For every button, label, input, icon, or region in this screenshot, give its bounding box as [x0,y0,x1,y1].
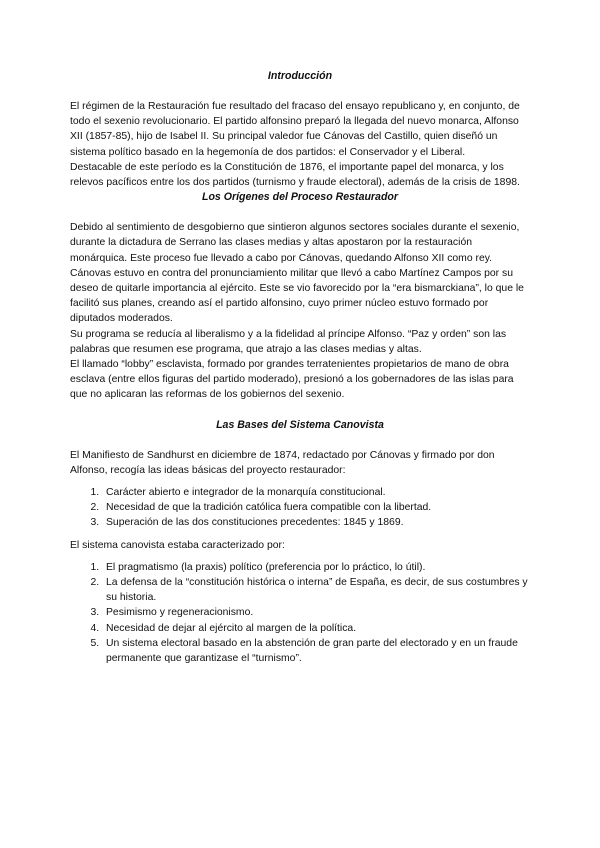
list-item: 2. La defensa de la “constitución histórica o interna” de España, es decir, de sus costumbres y su historia. [102,575,530,605]
document-body [70,69,530,666]
origins-paragraph-4: El llamado “lobby” esclavista, formado por grandes terratenientes propietarios de mano de obra esclava (entre ellos figuras del partido moderado), presionó a los gobernadores de las islas para que no aplicaran las reformas de los gobiernos del sexenio. [70,359,514,401]
origins-heading: Los Orígenes del Proceso Restaurador [201,191,399,204]
bases-paragraph-1: El Manifiesto de Sandhurst en diciembre de 1874, redactado por Cánovas y firmado por don Alfonso, recogía las ideas básicas del proyecto restaurador: [70,449,495,476]
intro-paragraph-1: El régimen de la Restauración fue resultado del fracaso del ensayo republicano y, en conjunto, de todo el sexenio revolucionario. El partido alfonsino preparó la llegada del nuevo monarca, Alfonso XII (1857-85), hijo de Isabel II. Su principal valedor fue Cánovas del Castillo, quien diseñó un sistema político basado en la hegemonía de dos partidos: el Conservador y el Liberal. [70,101,520,158]
list-item: 1. Carácter abierto e integrador de la monarquía constitucional. [102,485,530,500]
origins-paragraph-3: Su programa se reducía al liberalismo y a la fidelidad al príncipe Alfonso. “Paz y orden” son las palabras que resumen ese programa, que atrajo a las clases medias y altas. [70,328,507,355]
list-item: 3. Pesimismo y regeneracionismo. [102,605,530,620]
system-features-list [70,560,530,666]
bases-heading: Las Bases del Sistema Canovista [216,418,384,431]
intro-paragraph-2: Destacable de este período es la Constitución de 1876, el importante papel del monarca, y los relevos pacíficos entre los dos partidos (turnismo y fraude electoral), además de la crisis de 1898. [70,161,520,189]
bases-paragraph-2: El sistema canovista estaba caracterizado por: [70,539,285,551]
origins-paragraph-2: Cánovas estuvo en contra del pronunciamiento militar que llevó a cabo Martínez Campos por su deseo de quitarle importancia al ejército. Este se vio favorecido por la “era bismarckiana”, lo que le facilitó sus planes, creando así el partido alfonsino, cuyo primer núcleo estuvo formado por diputados moderados. [70,267,524,325]
list-item: 5. Un sistema electoral basado en la abstención de gran parte del electorado y en un fraude permanente que garantizase el “turnismo”. [102,636,530,666]
manifesto-ideas-list [70,485,530,531]
origins-paragraph-1: Debido al sentimiento de desgobierno que sintieron algunos sectores sociales durante el sexenio, durante la dictadura de Serrano las clases medias y altas apostaron por la restauración monárquica. Este proceso fue llevado a cabo por Cánovas, quedando Alfonso XII como rey. [70,222,520,264]
list-item: 3. Superación de las dos constituciones precedentes: 1845 y 1869. [102,515,530,530]
list-item: 1. El pragmatismo (la praxis) político (preferencia por lo práctico, lo útil). [102,560,530,575]
intro-heading: Introducción [267,70,333,82]
list-item: 2. Necesidad de que la tradición católica fuera compatible con la libertad. [102,500,530,515]
list-item: 4. Necesidad de dejar al ejército al margen de la política. [102,621,530,636]
